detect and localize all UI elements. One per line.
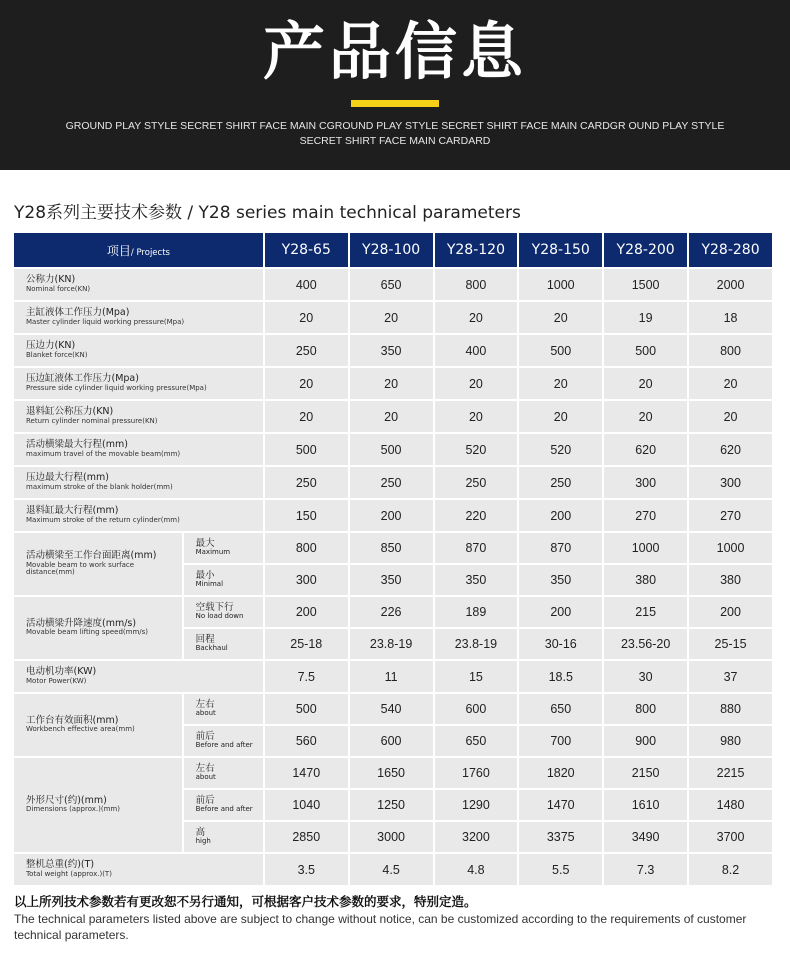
value-cell: 1480	[689, 790, 772, 820]
value-cell: 250	[265, 335, 348, 366]
label-zh: 电动机功率(KW)	[26, 666, 97, 678]
value-cell: 500	[350, 434, 433, 465]
value-cell: 620	[604, 434, 687, 465]
notice	[14, 893, 776, 943]
header-model: Y28-280	[689, 233, 772, 267]
value-cell: 650	[519, 694, 602, 724]
label-en: Movable beam to work surface distance(mm)	[26, 560, 135, 577]
label-en: Maximum stroke of the return cylinder(mm)	[26, 515, 180, 524]
value-cell: 350	[519, 565, 602, 595]
value-cell: 500	[604, 335, 687, 366]
sub-label	[184, 822, 263, 852]
value-cell: 200	[519, 597, 602, 627]
value-cell: 4.8	[435, 854, 518, 885]
value-cell: 1500	[604, 269, 687, 300]
table-row	[14, 335, 772, 366]
notice-zh: 以上所列技术参数若有更改恕不另行通知，可根据客户技术参数的要求，特别定造。	[14, 894, 477, 909]
value-cell: 3700	[689, 822, 772, 852]
value-cell: 250	[265, 467, 348, 498]
value-cell: 3200	[435, 822, 518, 852]
sub-label	[184, 790, 263, 820]
value-cell: 5.5	[519, 854, 602, 885]
value-cell: 215	[604, 597, 687, 627]
value-cell: 20	[689, 401, 772, 432]
value-cell: 1610	[604, 790, 687, 820]
table-row	[14, 533, 772, 563]
label-zh: 最大	[195, 537, 215, 549]
sub-label	[184, 533, 263, 563]
value-cell: 350	[435, 565, 518, 595]
value-cell: 300	[265, 565, 348, 595]
value-cell: 200	[689, 597, 772, 627]
sub-label	[184, 597, 263, 627]
header-projects-en: / Projects	[130, 247, 170, 258]
table-header-row	[14, 233, 772, 267]
label-en: Before and after	[195, 805, 253, 814]
table-row	[14, 368, 772, 399]
label-zh: 整机总重(约)(T)	[26, 859, 95, 871]
label-en: maximum travel of the movable beam(mm)	[26, 449, 181, 458]
value-cell: 800	[265, 533, 348, 563]
value-cell: 20	[350, 368, 433, 399]
row-label	[14, 401, 263, 432]
label-en: Backhaul	[195, 644, 228, 653]
value-cell: 870	[519, 533, 602, 563]
label-zh: 左右	[195, 698, 215, 710]
value-cell: 19	[604, 302, 687, 333]
value-cell: 20	[604, 401, 687, 432]
value-cell: 3000	[350, 822, 433, 852]
value-cell: 30-16	[519, 629, 602, 659]
value-cell: 650	[350, 269, 433, 300]
label-zh: 前后	[195, 794, 215, 806]
table-row	[14, 758, 772, 788]
label-zh: 公称力(KN)	[26, 274, 76, 286]
label-en: Movable beam lifting speed(mm/s)	[26, 628, 149, 637]
value-cell: 1000	[604, 533, 687, 563]
value-cell: 20	[519, 368, 602, 399]
value-cell: 270	[604, 500, 687, 531]
row-label	[14, 335, 263, 366]
label-zh: 前后	[195, 730, 215, 742]
row-label	[14, 758, 182, 852]
row-label	[14, 661, 263, 692]
label-zh: 最小	[195, 569, 215, 581]
value-cell: 2215	[689, 758, 772, 788]
value-cell: 400	[435, 335, 518, 366]
header-model: Y28-65	[265, 233, 348, 267]
row-label	[14, 368, 263, 399]
value-cell: 7.5	[265, 661, 348, 692]
label-zh: 活动横梁至工作台面距离(mm)	[26, 550, 157, 562]
label-zh: 活动横梁最大行程(mm)	[26, 439, 128, 451]
value-cell: 20	[519, 401, 602, 432]
row-label	[14, 854, 263, 885]
value-cell: 20	[435, 302, 518, 333]
value-cell: 37	[689, 661, 772, 692]
value-cell: 23.8-19	[435, 629, 518, 659]
header-model: Y28-100	[350, 233, 433, 267]
label-zh: 主缸液体工作压力(Mpa)	[26, 307, 130, 319]
value-cell: 20	[604, 368, 687, 399]
label-zh: 左右	[195, 762, 215, 774]
table-row	[14, 401, 772, 432]
value-cell: 250	[350, 467, 433, 498]
value-cell: 200	[519, 500, 602, 531]
value-cell: 880	[689, 694, 772, 724]
value-cell: 3.5	[265, 854, 348, 885]
value-cell: 560	[265, 726, 348, 756]
row-label	[14, 597, 182, 659]
value-cell: 20	[265, 368, 348, 399]
header-model: Y28-150	[519, 233, 602, 267]
value-cell: 30	[604, 661, 687, 692]
value-cell: 1000	[519, 269, 602, 300]
sub-label	[184, 726, 263, 756]
value-cell: 18.5	[519, 661, 602, 692]
value-cell: 1000	[689, 533, 772, 563]
value-cell: 380	[689, 565, 772, 595]
value-cell: 620	[689, 434, 772, 465]
table-row	[14, 597, 772, 627]
value-cell: 600	[350, 726, 433, 756]
label-en: Motor Power(KW)	[26, 676, 87, 685]
label-en: Return cylinder nominal pressure(KN)	[26, 416, 158, 425]
label-zh: 压边缸液体工作压力(Mpa)	[26, 373, 139, 385]
value-cell: 3375	[519, 822, 602, 852]
value-cell: 980	[689, 726, 772, 756]
value-cell: 800	[604, 694, 687, 724]
label-en: Master cylinder liquid working pressure(Mpa)	[26, 317, 185, 326]
label-en: Before and after	[195, 741, 253, 750]
value-cell: 2850	[265, 822, 348, 852]
value-cell: 20	[350, 401, 433, 432]
value-cell: 200	[350, 500, 433, 531]
value-cell: 350	[350, 565, 433, 595]
row-label	[14, 467, 263, 498]
header-model: Y28-120	[435, 233, 518, 267]
label-en: Maximum	[195, 548, 231, 557]
value-cell: 870	[435, 533, 518, 563]
value-cell: 23.56-20	[604, 629, 687, 659]
value-cell: 300	[689, 467, 772, 498]
value-cell: 270	[689, 500, 772, 531]
value-cell: 540	[350, 694, 433, 724]
table-row	[14, 694, 772, 724]
value-cell: 20	[265, 401, 348, 432]
label-zh: 空载下行	[195, 601, 234, 613]
value-cell: 650	[435, 726, 518, 756]
value-cell: 7.3	[604, 854, 687, 885]
value-cell: 20	[435, 368, 518, 399]
label-en: Total weight (approx.)(T)	[26, 869, 112, 878]
value-cell: 800	[435, 269, 518, 300]
label-zh: 退料缸公称压力(KN)	[26, 406, 114, 418]
value-cell: 220	[435, 500, 518, 531]
value-cell: 3490	[604, 822, 687, 852]
value-cell: 20	[350, 302, 433, 333]
spec-table	[12, 231, 774, 887]
value-cell: 20	[689, 368, 772, 399]
value-cell: 1250	[350, 790, 433, 820]
value-cell: 1470	[519, 790, 602, 820]
label-en: high	[195, 837, 211, 846]
value-cell: 850	[350, 533, 433, 563]
notice-en: The technical parameters listed above are subject to change without notice, can be customized according to the requirements of customer technical parameters.	[14, 912, 747, 942]
sub-label	[184, 629, 263, 659]
value-cell: 226	[350, 597, 433, 627]
section-title: Y28系列主要技术参数 / Y28 series main technical parameters	[14, 203, 521, 223]
header-projects	[14, 233, 263, 267]
label-zh: 工作台有效面积(mm)	[26, 714, 119, 726]
value-cell: 1040	[265, 790, 348, 820]
value-cell: 11	[350, 661, 433, 692]
value-cell: 1470	[265, 758, 348, 788]
label-en: Workbench effective area(mm)	[26, 725, 135, 734]
value-cell: 500	[265, 694, 348, 724]
table-row	[14, 269, 772, 300]
value-cell: 20	[519, 302, 602, 333]
sub-label	[184, 565, 263, 595]
value-cell: 380	[604, 565, 687, 595]
hero-title: 产品信息	[262, 15, 527, 88]
value-cell: 4.5	[350, 854, 433, 885]
value-cell: 520	[519, 434, 602, 465]
value-cell: 250	[519, 467, 602, 498]
label-en: No load down	[195, 612, 244, 621]
value-cell: 1820	[519, 758, 602, 788]
value-cell: 25-15	[689, 629, 772, 659]
table-row	[14, 302, 772, 333]
row-label	[14, 302, 263, 333]
value-cell: 1760	[435, 758, 518, 788]
row-label	[14, 694, 182, 756]
table-row	[14, 854, 772, 885]
label-zh: 压边力(KN)	[26, 340, 76, 352]
value-cell: 20	[435, 401, 518, 432]
value-cell: 400	[265, 269, 348, 300]
label-zh: 高	[195, 826, 206, 838]
value-cell: 15	[435, 661, 518, 692]
sub-label	[184, 694, 263, 724]
value-cell: 2000	[689, 269, 772, 300]
label-en: Nominal force(KN)	[26, 284, 91, 293]
label-zh: 活动横梁升降速度(mm/s)	[26, 617, 137, 629]
label-zh: 压边最大行程(mm)	[26, 472, 109, 484]
label-zh: 回程	[195, 633, 215, 645]
row-label	[14, 500, 263, 531]
label-en: maximum stroke of the blank holder(mm)	[26, 482, 173, 491]
value-cell: 1650	[350, 758, 433, 788]
value-cell: 500	[265, 434, 348, 465]
label-en: Pressure side cylinder liquid working pressure(Mpa)	[26, 383, 207, 392]
label-en: about	[195, 773, 216, 782]
sub-label	[184, 758, 263, 788]
value-cell: 520	[435, 434, 518, 465]
value-cell: 600	[435, 694, 518, 724]
table-row	[14, 467, 772, 498]
label-en: about	[195, 709, 216, 718]
hero-subtitle: GROUND PLAY STYLE SECRET SHIRT FACE MAIN CGROUND PLAY STYLE SECRET SHIRT FACE MAIN CARDGR OUND PLAY STYLE SECRET SHIRT FACE MAIN CARDARD	[65, 120, 725, 147]
row-label	[14, 434, 263, 465]
value-cell: 20	[265, 302, 348, 333]
value-cell: 250	[435, 467, 518, 498]
value-cell: 150	[265, 500, 348, 531]
value-cell: 18	[689, 302, 772, 333]
value-cell: 500	[519, 335, 602, 366]
value-cell: 1290	[435, 790, 518, 820]
value-cell: 900	[604, 726, 687, 756]
table-row	[14, 661, 772, 692]
label-zh: 外形尺寸(约)(mm)	[26, 794, 107, 806]
header-projects-zh: 项目	[106, 243, 131, 258]
table-row	[14, 434, 772, 465]
label-zh: 退料缸最大行程(mm)	[26, 505, 119, 517]
value-cell: 25-18	[265, 629, 348, 659]
hero-accent-bar	[351, 100, 439, 107]
table-row	[14, 500, 772, 531]
value-cell: 2150	[604, 758, 687, 788]
label-en: Minimal	[195, 580, 224, 589]
value-cell: 350	[350, 335, 433, 366]
value-cell: 23.8-19	[350, 629, 433, 659]
value-cell: 700	[519, 726, 602, 756]
row-label	[14, 533, 182, 595]
header-model: Y28-200	[604, 233, 687, 267]
value-cell: 300	[604, 467, 687, 498]
label-en: Blanket force(KN)	[26, 350, 88, 359]
row-label	[14, 269, 263, 300]
value-cell: 800	[689, 335, 772, 366]
value-cell: 200	[265, 597, 348, 627]
label-en: Dimensions (approx.)(mm)	[26, 805, 120, 814]
value-cell: 8.2	[689, 854, 772, 885]
value-cell: 189	[435, 597, 518, 627]
hero-banner	[0, 0, 790, 170]
